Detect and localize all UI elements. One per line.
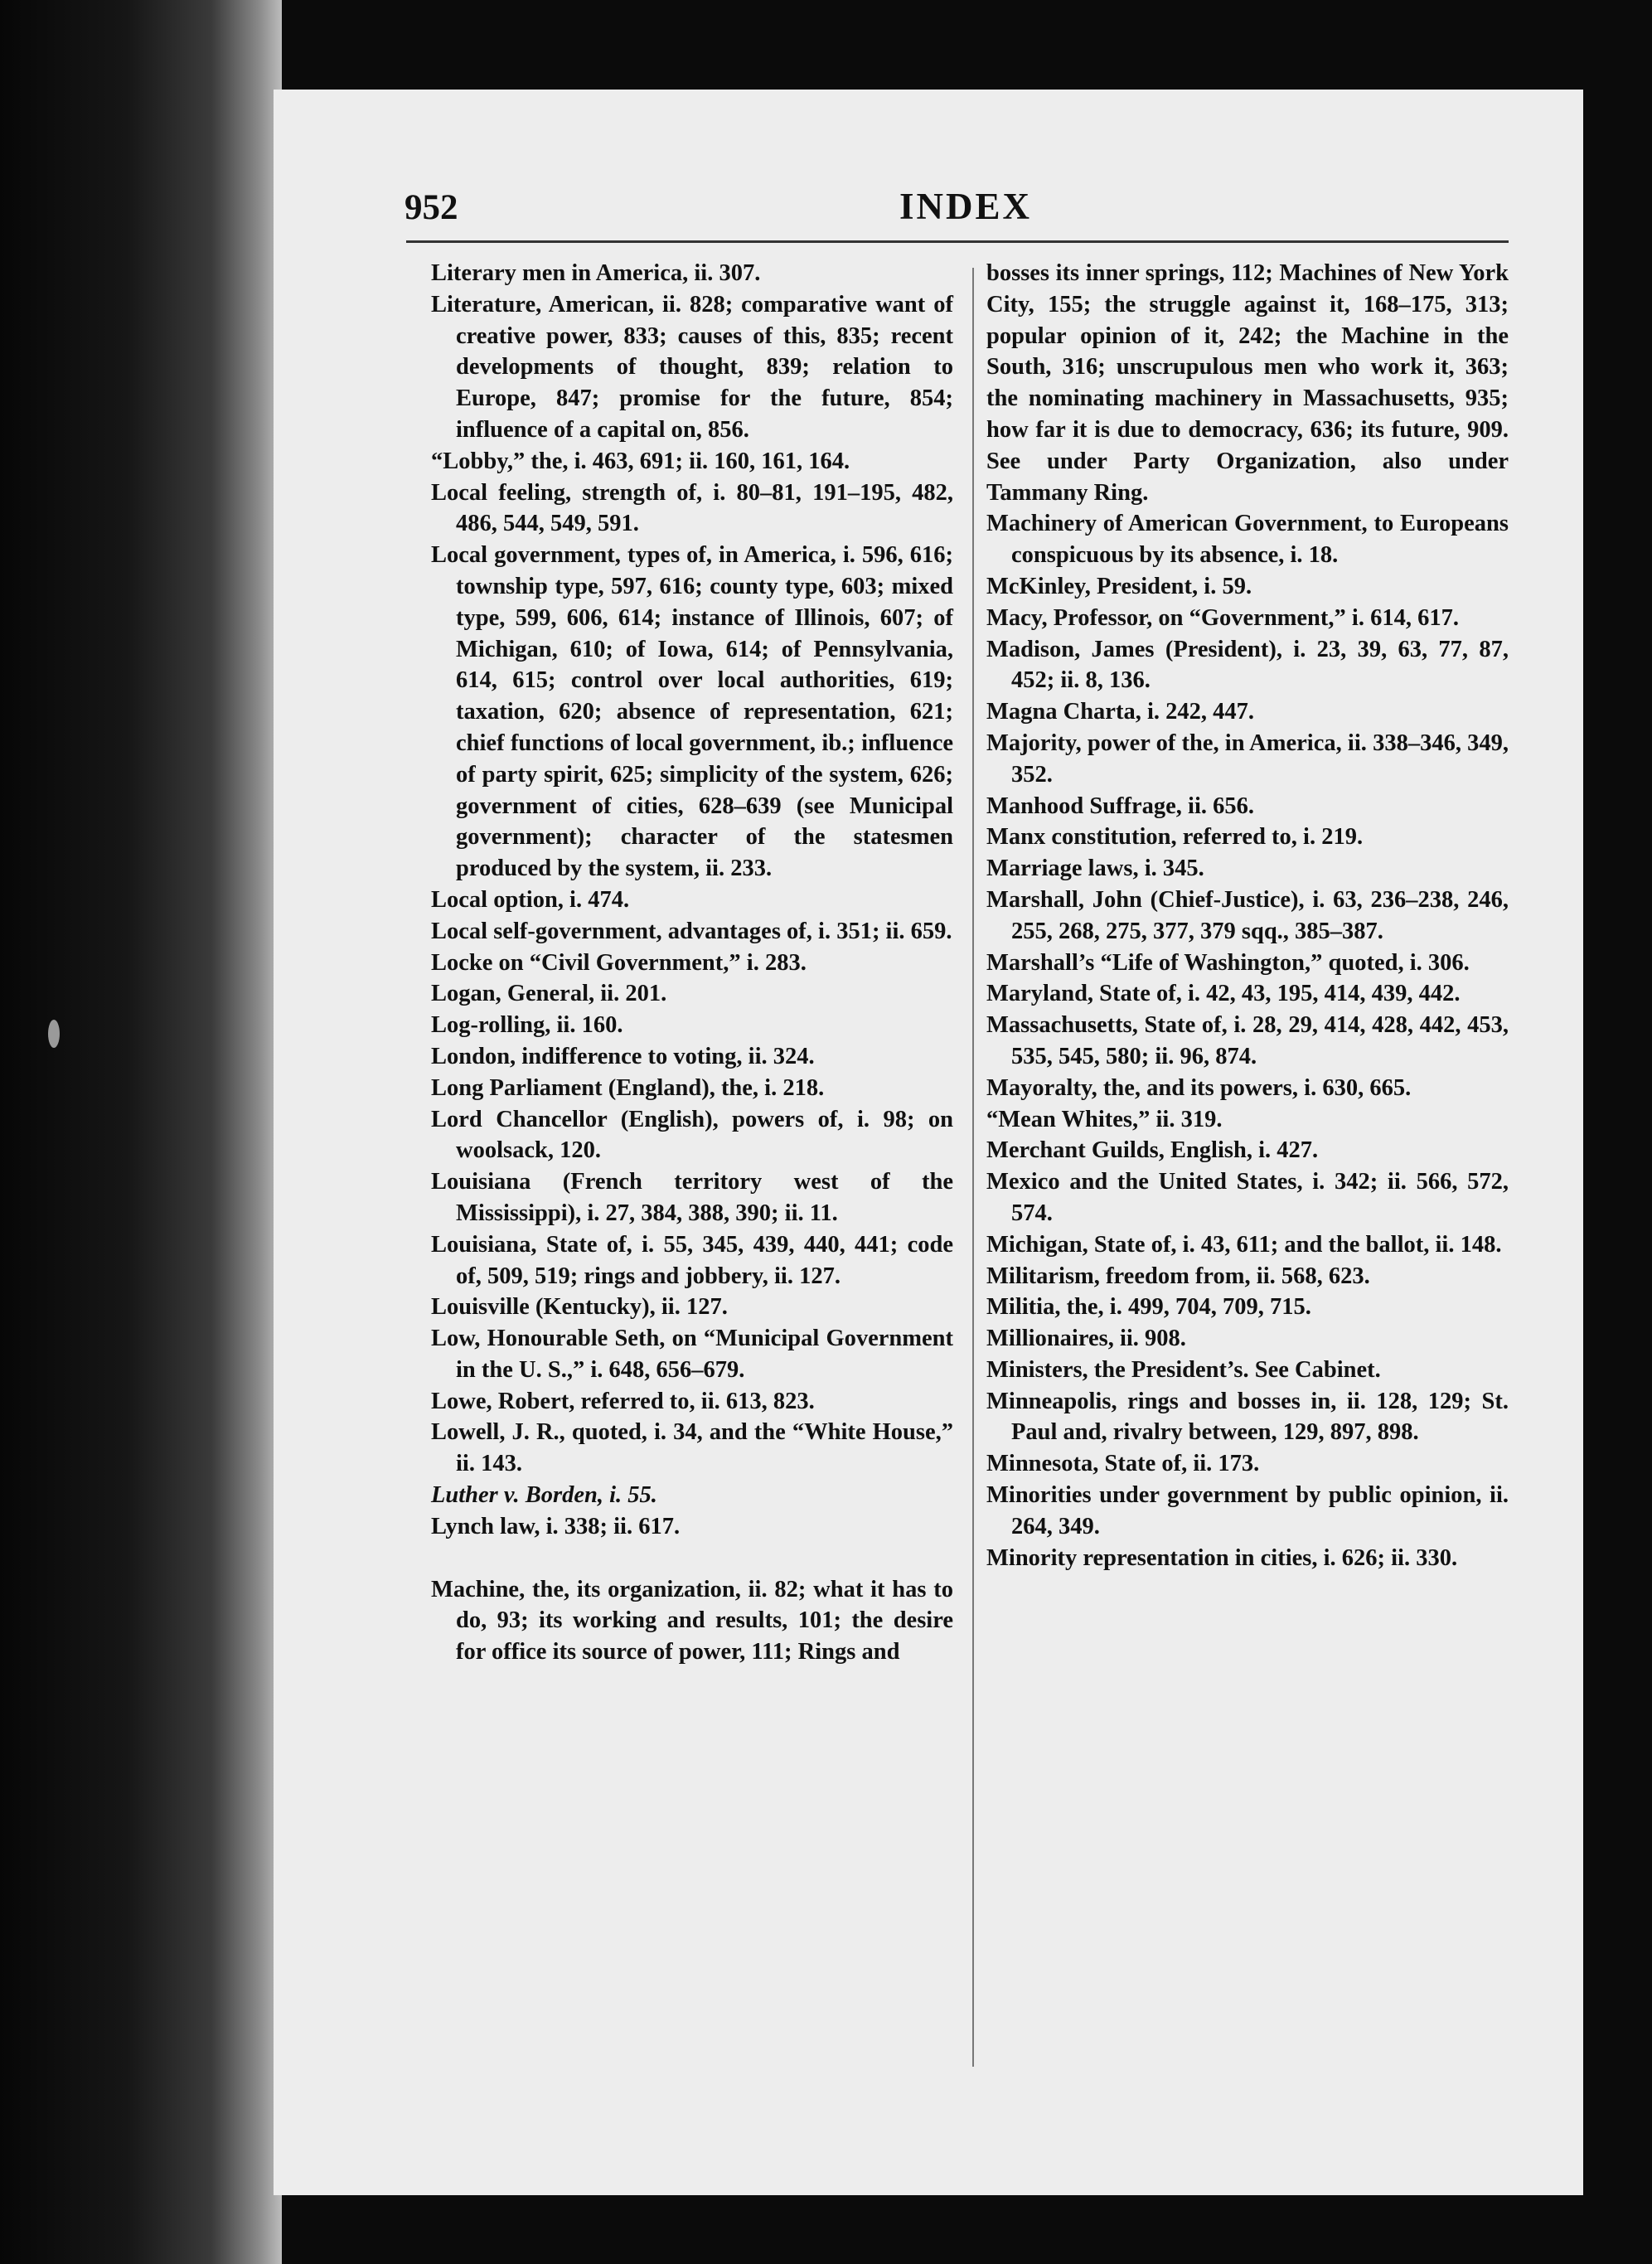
index-entry: Majority, power of the, in America, ii. 338–346, 349, 352. xyxy=(986,730,1509,788)
index-entry: Literature, American, ii. 828; comparative want of creative power, 833; causes of this, 835; recent developments of thought, 839; relation to Europe, 847; promise for the future, 854; influence of a capital on, 856. xyxy=(431,291,953,443)
index-entry: Merchant Guilds, English, i. 427. xyxy=(986,1137,1319,1164)
index-entry: Local self-government, advantages of, i. 351; ii. 659. xyxy=(431,918,952,944)
index-entry: Locke on “Civil Government,” i. 283. xyxy=(431,949,807,976)
index-entry: Louisiana (French territory west of the Mississippi), i. 27, 384, 388, 390; ii. 11. xyxy=(431,1169,953,1226)
index-entry: Louisiana, State of, i. 55, 345, 439, 440, 441; code of, 509, 519; rings and jobbery, ii. 127. xyxy=(431,1231,953,1289)
index-entry: Marshall, John (Chief-Justice), i. 63, 236–238, 246, 255, 268, 275, 377, 379 sqq., 385–387. xyxy=(986,886,1509,944)
index-entry: Local government, types of, in America, i. 596, 616; township type, 597, 616; county type, 603; mixed type, 599, 606, 614; instance of Illinois, 607; of Michigan, 610; of Iowa, 614; of Pennsylvania, 614, 615; control over local authorities, 619; taxation, 620; absence of representation, 621; chief functions of local government, ib.; influence of party spirit, 625; simplicity of the system, 626; government of cities, 628–639 (see Municipal government); character of the statesmen produced by the system, ii. 233. xyxy=(431,542,953,882)
index-entry: Manhood Suffrage, ii. 656. xyxy=(986,793,1255,819)
index-entry: Marriage laws, i. 345. xyxy=(986,856,1204,882)
index-entry: Massachusetts, State of, i. 28, 29, 414, 428, 442, 453, 535, 545, 580; ii. 96, 874. xyxy=(986,1012,1509,1069)
index-entry: Logan, General, ii. 201. xyxy=(431,981,667,1007)
index-entry: Log-rolling, ii. 160. xyxy=(431,1012,623,1039)
index-entry: Ministers, the President’s. See Cabinet. xyxy=(986,1356,1381,1383)
index-entry: Lowell, J. R., quoted, i. 34, and the “White House,” ii. 143. xyxy=(431,1419,953,1477)
index-entry: Manx constitution, referred to, i. 219. xyxy=(986,824,1364,851)
index-entry: Machine, the, its organization, ii. 82; what it has to do, 93; its working and results, 101; the desire for office its source of power, 111; Rings and xyxy=(431,1576,953,1665)
index-entry: Machinery of American Government, to Europeans conspicuous by its absence, i. 18. xyxy=(986,511,1509,569)
binding-mark xyxy=(48,1020,60,1048)
index-entry: Michigan, State of, i. 43, 611; and the ballot, ii. 148. xyxy=(986,1231,1502,1258)
index-entry: Louisville (Kentucky), ii. 127. xyxy=(431,1294,728,1321)
header-rule xyxy=(406,240,1509,243)
index-entry: “Mean Whites,” ii. 319. xyxy=(986,1106,1223,1132)
index-entry: Lowe, Robert, referred to, ii. 613, 823. xyxy=(431,1388,815,1414)
index-entry: Macy, Professor, on “Government,” i. 614, 617. xyxy=(986,604,1459,631)
page-title: INDEX xyxy=(899,186,1033,227)
index-entry: Local option, i. 474. xyxy=(431,886,630,913)
index-entry: Long Parliament (England), the, i. 218. xyxy=(431,1074,825,1101)
index-entry: Millionaires, ii. 908. xyxy=(986,1326,1186,1352)
index-entry: Lynch law, i. 338; ii. 617. xyxy=(431,1513,681,1539)
index-entry: Minnesota, State of, ii. 173. xyxy=(986,1451,1260,1477)
page-content xyxy=(274,90,1583,2195)
index-column-left xyxy=(431,258,953,1668)
index-column-right xyxy=(986,258,1509,1573)
index-entry-continued: bosses its inner springs, 112; Machines of New York City, 155; the struggle against it, 168–175, 313; popular opinion of it, 242; the Machine in the South, 316; unscrupulous men who work it, 363; the nominating machinery in Massachusetts, 935; how far it is due to democracy, 636; its future, 909. See under Party Organization, also under Tammany Ring. xyxy=(986,260,1509,506)
column-divider xyxy=(972,268,974,2067)
book-page xyxy=(274,90,1583,2195)
index-entry: Militia, the, i. 499, 704, 709, 715. xyxy=(986,1294,1311,1321)
index-entry: “Lobby,” the, i. 463, 691; ii. 160, 161, 164. xyxy=(431,448,850,474)
index-entry: Low, Honourable Seth, on “Municipal Government in the U. S.,” i. 648, 656–679. xyxy=(431,1326,953,1383)
index-entry: Minority representation in cities, i. 626; ii. 330. xyxy=(986,1544,1458,1571)
index-entry: Magna Charta, i. 242, 447. xyxy=(986,699,1254,725)
index-entry: Militarism, freedom from, ii. 568, 623. xyxy=(986,1263,1370,1289)
index-entry: Luther v. Borden, i. 55. xyxy=(431,1482,657,1509)
index-entry: Mexico and the United States, i. 342; ii. 566, 572, 574. xyxy=(986,1169,1509,1226)
index-entry: Literary men in America, ii. 307. xyxy=(431,260,761,286)
index-entry: London, indifference to voting, ii. 324. xyxy=(431,1043,815,1069)
book-spine-shadow xyxy=(0,0,282,2264)
index-entry: Mayoralty, the, and its powers, i. 630, 665. xyxy=(986,1074,1412,1101)
index-entry: Lord Chancellor (English), powers of, i. 98; on woolsack, 120. xyxy=(431,1106,953,1164)
index-entry: Madison, James (President), i. 23, 39, 63, 77, 87, 452; ii. 8, 136. xyxy=(986,636,1509,694)
index-entry: Maryland, State of, i. 42, 43, 195, 414, 439, 442. xyxy=(986,981,1461,1007)
page-number: 952 xyxy=(405,188,458,227)
index-entry: McKinley, President, i. 59. xyxy=(986,573,1252,599)
index-entry: Minorities under government by public opinion, ii. 264, 349. xyxy=(986,1482,1509,1539)
index-entry: Local feeling, strength of, i. 80–81, 191–195, 482, 486, 544, 549, 591. xyxy=(431,479,953,537)
index-entry: Minneapolis, rings and bosses in, ii. 128, 129; St. Paul and, rivalry between, 129, 897, 898. xyxy=(986,1388,1509,1446)
index-entry: Marshall’s “Life of Washington,” quoted, i. 306. xyxy=(986,949,1470,976)
